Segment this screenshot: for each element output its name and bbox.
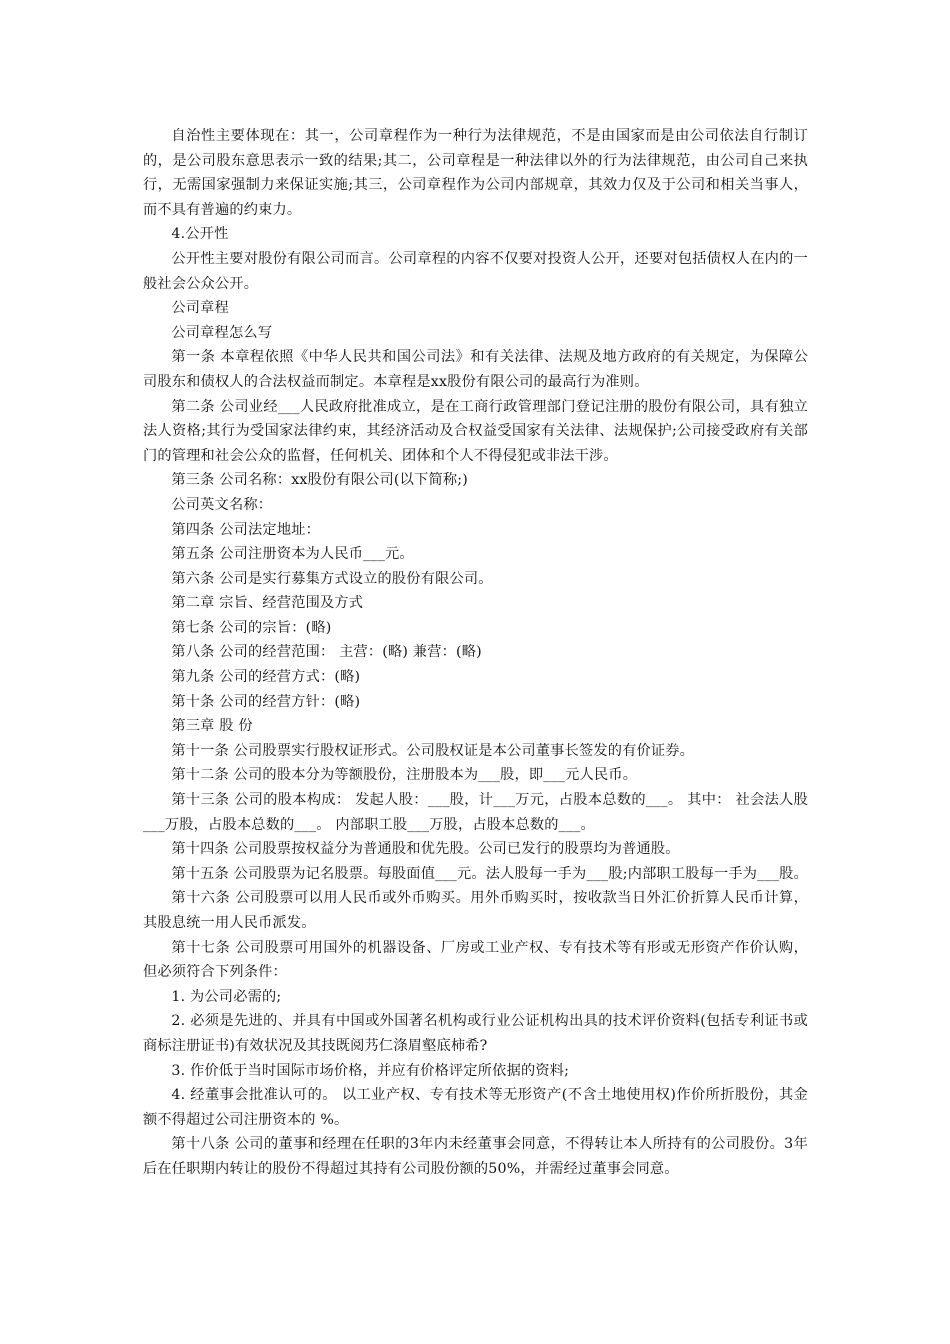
article-4: 第四条 公司法定地址：	[171, 521, 320, 538]
article-16: 第十六条 公司股票可以用人民币或外币购买。用外币购买时，按收款当日外汇价折算人民币计算，其股息统一用人民币派发。	[143, 890, 808, 931]
list-item-1: 1. 为公司必需的;	[171, 988, 282, 1005]
chapter-3-heading: 第三章 股 份	[171, 718, 253, 735]
article-10: 第十条 公司的经营方针：(略)	[171, 693, 361, 710]
article-18: 第十八条 公司的董事和经理在任职的3年内未经董事会同意，不得转让本人所持有的公司股份。3年后在任职期内转让的股份不得超过其持有公司股份额的50%，并需经过董事会同意。	[143, 1136, 808, 1177]
paragraph-publicity-detail: 公开性主要对股份有限公司而言。公司章程的内容不仅要对投资人公开，还要对包括债权人在内的一般社会公众公开。	[143, 250, 808, 292]
article-1: 第一条 本章程依照《中华人民共和国公司法》和有关法律、法规及地方政府的有关规定，为保障公司股东和债权人的合法权益而制定。本章程是xx股份有限公司的最高行为准则。	[143, 349, 808, 390]
list-item-3: 3. 作价低于当时国际市场价格，并应有价格评定所依据的资料;	[171, 1062, 570, 1079]
heading-publicity: 4.公开性	[171, 226, 229, 243]
article-17: 第十七条 公司股票可用国外的机器设备、厂房或工业产权、专有技术等有形或无形资产作价认购，但必须符合下列条件：	[143, 939, 808, 981]
article-15: 第十五条 公司股票为记名股票。每股面值___元。法人股每一手为___股;内部职工股每一手为___股。	[171, 865, 808, 882]
article-2: 第二条 公司业经___人民政府批准成立，是在工商行政管理部门登记注册的股份有限公司，具有独立法人资格;其行为受国家法律约束，其经济活动及合权益受国家有关法律、法规保护;公司接受政府有关部门的管理和社会公众的监督，任何机关、团体和个人不得侵犯或非法干涉。	[143, 398, 808, 464]
paragraph-autonomy-detail: 自治性主要体现在：其一，公司章程作为一种行为法律规范，不是由国家而是由公司依法自行制订的，是公司股东意思表示一致的结果;其二，公司章程是一种法律以外的行为法律规范，由公司自己来执行，无需国家强制力来保证实施;其三，公司章程作为公司内部规章，其效力仅及于公司和相关当事人，而不具有普遍的约束力。	[143, 128, 808, 218]
article-14: 第十四条 公司股票按权益分为普通股和优先股。公司已发行的股票均为普通股。	[171, 841, 680, 858]
article-7: 第七条 公司的宗旨：(略)	[171, 619, 332, 636]
document-body	[143, 124, 808, 1182]
english-name-line: 公司英文名称：	[171, 496, 273, 513]
heading-company-charter: 公司章程	[171, 300, 229, 317]
list-item-4: 4. 经董事会批准认可的。 以工业产权、专有技术等无形资产(不含土地使用权)作价所折股份，其金额不得超过公司注册资本的 %。	[143, 1087, 808, 1128]
article-3: 第三条 公司名称：xx股份有限公司(以下简称;)	[171, 472, 468, 489]
article-6: 第六条 公司是实行募集方式设立的股份有限公司。	[171, 570, 493, 587]
list-item-2: 2. 必须是先进的、并具有中国或外国著名机构或行业公证机构出具的技术评价资料(包括专利证书或商标注册证书)有效状况及其技既阅艿仁涤眉壑底柿希?	[143, 1013, 808, 1054]
chapter-2-heading: 第二章 宗旨、经营范围及方式	[171, 595, 364, 612]
heading-how-to-write: 公司章程怎么写	[171, 324, 273, 341]
article-9: 第九条 公司的经营方式：(略)	[171, 669, 361, 686]
article-12: 第十二条 公司的股本分为等额股份，注册股本为___股，即___元人民币。	[171, 767, 638, 784]
article-11: 第十一条 公司股票实行股权证形式。公司股权证是本公司董事长签发的有价证券。	[171, 742, 695, 759]
article-8: 第八条 公司的经营范围： 主营：(略) 兼营：(略)	[171, 644, 482, 661]
article-13: 第十三条 公司的股本构成： 发起人股：___股，计___万元，占股本总数的___。 其中： 社会法人股___万股，占股本总数的___。 内部职工股___万股，占股本总数的___。	[143, 792, 808, 833]
article-5: 第五条 公司注册资本为人民币___元。	[171, 546, 414, 563]
